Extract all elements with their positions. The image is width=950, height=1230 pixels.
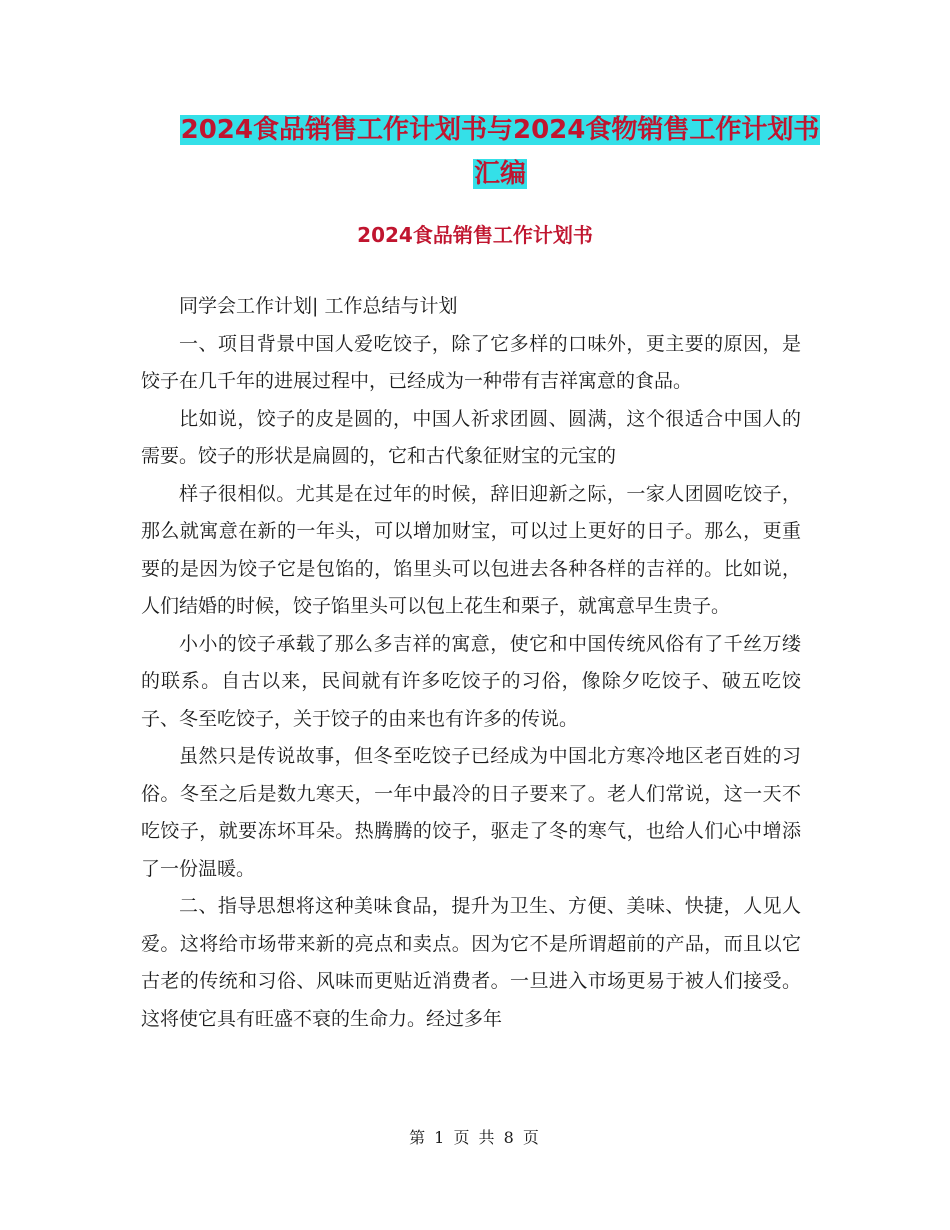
page-footer: 第 1 页 共 8 页 <box>409 1128 541 1147</box>
section-title: 2024食品销售工作计划书 <box>357 223 593 247</box>
document-title-line2: 汇编 <box>473 159 526 189</box>
paragraph: 一、项目背景中国人爱吃饺子，除了它多样的口味外，更主要的原因，是饺子在几千年的进展过程中，已经成为一种带有吉祥寓意的食品。 <box>141 332 801 392</box>
paragraph: 小小的饺子承载了那么多吉祥的寓意，使它和中国传统风俗有了千丝万缕的联系。自古以来，民间就有许多吃饺子的习俗，像除夕吃饺子、破五吃饺子、冬至吃饺子，关于饺子的由来也有许多的传说。 <box>141 632 801 730</box>
paragraph: 二、指导思想将这种美味食品，提升为卫生、方便、美味、快捷，人见人爱。这将给市场带来新的亮点和卖点。因为它不是所谓超前的产品，而且以它古老的传统和习俗、风味而更贴近消费者。一旦进入市场更易于被人们接受。这将使它具有旺盛不衰的生命力。经过多年 <box>141 895 801 1030</box>
document-title <box>120 108 880 196</box>
document-title-line1: 2024食品销售工作计划书与2024食物销售工作计划书 <box>180 115 820 145</box>
paragraph: 比如说，饺子的皮是圆的，中国人祈求团圆、圆满，这个很适合中国人的需要。饺子的形状是扁圆的，它和古代象征财宝的元宝的 <box>141 407 801 467</box>
paragraph: 样子很相似。尤其是在过年的时候，辞旧迎新之际，一家人团圆吃饺子，那么就寓意在新的一年头，可以增加财宝，可以过上更好的日子。那么，更重要的是因为饺子它是包馅的，馅里头可以包进去各种各样的吉祥的。比如说，人们结婚的时候，饺子馅里头可以包上花生和栗子，就寓意早生贵子。 <box>141 482 801 617</box>
paragraph: 同学会工作计划| 工作总结与计划 <box>179 295 458 317</box>
paragraph: 虽然只是传说故事，但冬至吃饺子已经成为中国北方寒冷地区老百姓的习俗。冬至之后是数九寒天，一年中最冷的日子要来了。老人们常说，这一天不吃饺子，就要冻坏耳朵。热腾腾的饺子，驱走了冬的寒气，也给人们心中增添了一份温暖。 <box>141 745 801 880</box>
body-text <box>141 288 801 1038</box>
